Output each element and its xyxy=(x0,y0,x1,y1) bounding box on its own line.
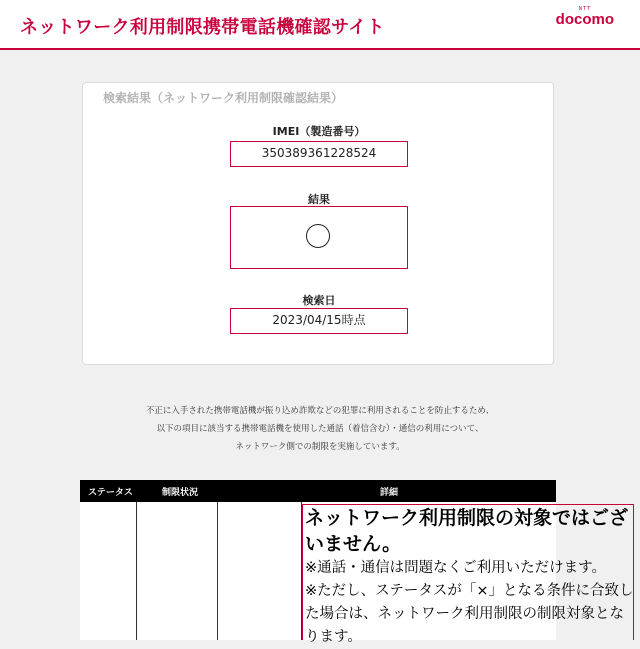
imei-label: IMEI（製造番号） xyxy=(272,125,366,138)
header-detail: 詳細 xyxy=(380,488,399,498)
header-restriction: 制限状況 xyxy=(162,488,199,498)
result-section-title: 検索結果（ネットワーク利用制限確認結果） xyxy=(103,91,344,105)
search-date-value: 2023/04/15時点 xyxy=(272,313,366,327)
site-title: ネットワーク利用制限携帯電話機確認サイト xyxy=(20,17,385,38)
notice-line: 不正に入手された携帯電話機が振り込め詐欺などの犯罪に利用されることを防止するため、 xyxy=(145,406,495,416)
table-header-row xyxy=(80,480,556,502)
site-header xyxy=(0,0,640,50)
detail-line: ※ただし、ステータスが「×」となる条件に合致した場合は、ネットワーク利用制限の制限対象となります。 xyxy=(305,583,634,645)
status-table xyxy=(80,480,634,645)
result-card xyxy=(82,82,554,365)
result-label: 結果 xyxy=(308,193,330,206)
result-circle-icon xyxy=(306,224,330,248)
detail-heading: ネットワーク利用制限の対象ではございません。 xyxy=(305,507,629,555)
search-date-label: 検索日 xyxy=(302,294,336,307)
imei-value-box xyxy=(230,141,408,167)
notice-line: ネットワーク側での制限を実施しています。 xyxy=(235,442,405,452)
detail-line: ※通話・通信は問題なくご利用いただけます。 xyxy=(305,560,606,576)
detail-cell xyxy=(302,504,634,645)
result-value-box xyxy=(230,206,408,269)
logo-docomo: docomo xyxy=(555,11,614,28)
column-divider xyxy=(217,502,218,640)
header-status: ステータス xyxy=(88,488,133,498)
notice-line: 以下の項目に該当する携帯電話機を使用した通話（着信含む）・通信の利用について、 xyxy=(156,424,484,434)
imei-value: 350389361228524 xyxy=(261,146,377,160)
notice-text xyxy=(0,402,640,456)
column-divider xyxy=(136,502,137,640)
docomo-logo[interactable] xyxy=(556,6,614,27)
logo-ntt: NTT xyxy=(578,6,592,12)
search-date-box xyxy=(230,308,408,334)
